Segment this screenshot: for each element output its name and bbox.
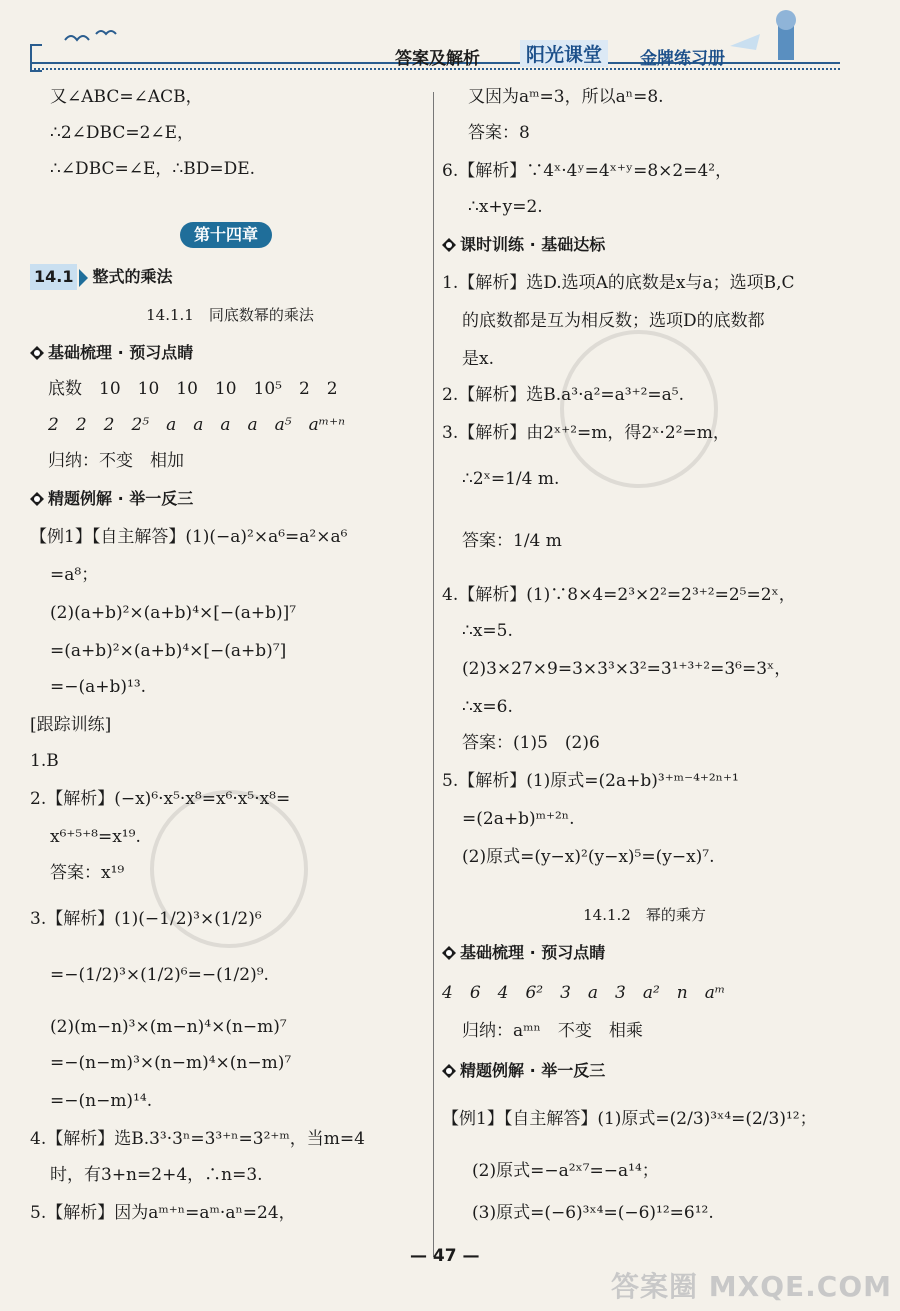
diamond-icon — [30, 346, 44, 360]
text-line: ∴2ˣ=1/4 m. — [462, 469, 560, 489]
diamond-icon — [30, 492, 44, 506]
text-line: 2 2 2 2⁵ a a a a a⁵ aᵐ⁺ⁿ — [48, 415, 345, 435]
text-line: =−(n−m)¹⁴. — [50, 1091, 153, 1111]
basic-heading — [30, 342, 193, 364]
text-line: 的底数都是互为相反数；选项D的底数都 — [462, 311, 765, 331]
chapter-badge: 第十四章 — [180, 222, 272, 248]
text-line: (2)原式=(y−x)²(y−x)⁵=(y−x)⁷. — [462, 847, 715, 867]
seagulls-icon — [60, 22, 130, 52]
text-line: 又∠ABC=∠ACB， — [50, 87, 203, 107]
practice-heading-label: 课时训练 · 基础达标 — [460, 235, 606, 254]
text-line: 1.【解析】选D.选项A的底数是x与a；选项B,C — [442, 273, 795, 293]
text-line: =a⁸； — [50, 565, 99, 585]
column-divider — [433, 92, 434, 1257]
header-title: 答案及解析 — [395, 49, 480, 69]
header-brand: 阳光课堂 — [520, 40, 608, 67]
diamond-icon — [442, 946, 456, 960]
text-line: 2.【解析】选B.a³·a²=a³⁺²=a⁵. — [442, 385, 685, 405]
text-line: 【例1】【自主解答】(1)原式=(2/3)³ˣ⁴=(2/3)¹²； — [442, 1109, 817, 1129]
text-line: 4.【解析】(1)∵8×4=2³×2²=2³⁺²=2⁵=2ˣ， — [442, 585, 796, 605]
text-line: 5.【解析】因为aᵐ⁺ⁿ=aᵐ·aⁿ=24， — [30, 1203, 296, 1223]
text-line: (2)(a+b)²×(a+b)⁴×[−(a+b)]⁷ — [50, 603, 297, 623]
text-line: 3.【解析】由2ˣ⁺²=m，得2ˣ·2²=m， — [442, 423, 730, 443]
topic-title: 14.1.2 幂的乘方 — [583, 906, 706, 924]
topic-title: 14.1.1 同底数幂的乘法 — [146, 306, 314, 324]
text-line: =(2a+b)ᵐ⁺²ⁿ. — [462, 809, 575, 829]
section-number: 14.1 — [30, 264, 77, 290]
diamond-icon — [442, 1064, 456, 1078]
text-line: 2.【解析】(−x)⁶·x⁵·x⁸=x⁶·x⁵·x⁸= — [30, 789, 291, 809]
section-title: 整式的乘法 — [92, 267, 173, 286]
section-heading — [30, 264, 173, 290]
text-line: 6.【解析】∵4ˣ·4ʸ=4ˣ⁺ʸ=8×2=4²， — [442, 161, 733, 181]
text-line: 时，有3+n=2+4，∴n=3. — [50, 1165, 263, 1185]
text-line: =−(n−m)³×(n−m)⁴×(n−m)⁷ — [50, 1053, 292, 1073]
page-header — [0, 0, 900, 82]
text-line: 4 6 4 6² 3 a 3 a² n aᵐ — [442, 983, 726, 1003]
text-line: (3)原式=(−6)³ˣ⁴=(−6)¹²=6¹². — [472, 1203, 714, 1223]
example-heading-label: 精题例解 · 举一反三 — [460, 1061, 606, 1080]
lighthouse-icon — [720, 6, 830, 66]
text-line: (2)3×27×9=3×3³×3²=3¹⁺³⁺²=3⁶=3ˣ， — [462, 659, 792, 679]
text-line: 答案：8 — [468, 123, 530, 143]
text-line: 又因为aᵐ=3，所以aⁿ=8. — [468, 87, 664, 107]
text-line: 3.【解析】(1)(−1/2)³×(1/2)⁶ — [30, 909, 262, 929]
text-line: 答案：(1)5 (2)6 — [462, 733, 600, 753]
text-line: 答案：x¹⁹ — [50, 863, 125, 883]
text-line: ∴x=6. — [462, 697, 513, 717]
text-line: ∴x=5. — [462, 621, 513, 641]
text-line: =(a+b)²×(a+b)⁴×[−(a+b)⁷] — [50, 641, 287, 661]
text-line: 【例1】【自主解答】(1)(−a)²×a⁶=a²×a⁶ — [30, 527, 348, 547]
text-line: 答案：1/4 m — [462, 531, 562, 551]
text-line: =−(1/2)³×(1/2)⁶=−(1/2)⁹. — [50, 965, 269, 985]
diamond-icon — [442, 238, 456, 252]
text-line: 底数 10 10 10 10 10⁵ 2 2 — [48, 379, 338, 399]
text-line: 是x. — [462, 349, 494, 369]
text-line: 归纳：aᵐⁿ 不变 相乘 — [462, 1021, 643, 1041]
text-line: =−(a+b)¹³. — [50, 677, 147, 697]
watermark-logo: 答案圈 MXQE.COM — [611, 1270, 892, 1303]
arrow-icon — [79, 269, 88, 287]
text-line: ∴∠DBC=∠E，∴BD=DE. — [50, 159, 256, 179]
practice-heading — [442, 234, 605, 256]
basic-heading-label: 基础梳理 · 预习点睛 — [460, 943, 606, 962]
basic-heading-label: 基础梳理 · 预习点睛 — [48, 343, 194, 362]
header-subtitle: 金牌练习册 — [640, 49, 725, 69]
watermark-stamp — [560, 330, 718, 488]
text-line: 归纳：不变 相加 — [48, 451, 184, 471]
text-line: 4.【解析】选B.3³·3ⁿ=3³⁺ⁿ=3²⁺ᵐ，当m=4 — [30, 1129, 365, 1149]
text-line: 5.【解析】(1)原式=(2a+b)³⁺ᵐ⁻⁴⁺²ⁿ⁺¹ — [442, 771, 739, 791]
basic-heading — [442, 942, 605, 964]
track-heading: [跟踪训练] — [30, 715, 112, 735]
page-number: — 47 — — [410, 1246, 480, 1266]
text-line: (2)(m−n)³×(m−n)⁴×(n−m)⁷ — [50, 1017, 287, 1037]
text-line: 1.B — [30, 751, 59, 771]
example-heading — [30, 488, 193, 510]
example-heading-label: 精题例解 · 举一反三 — [48, 489, 194, 508]
example-heading — [442, 1060, 605, 1082]
text-line: ∴2∠DBC=2∠E， — [50, 123, 195, 143]
text-line: ∴x+y=2. — [468, 197, 543, 217]
text-line: (2)原式=−a²ˣ⁷=−a¹⁴； — [472, 1161, 659, 1181]
text-line: x⁶⁺⁵⁺⁸=x¹⁹. — [50, 827, 141, 847]
